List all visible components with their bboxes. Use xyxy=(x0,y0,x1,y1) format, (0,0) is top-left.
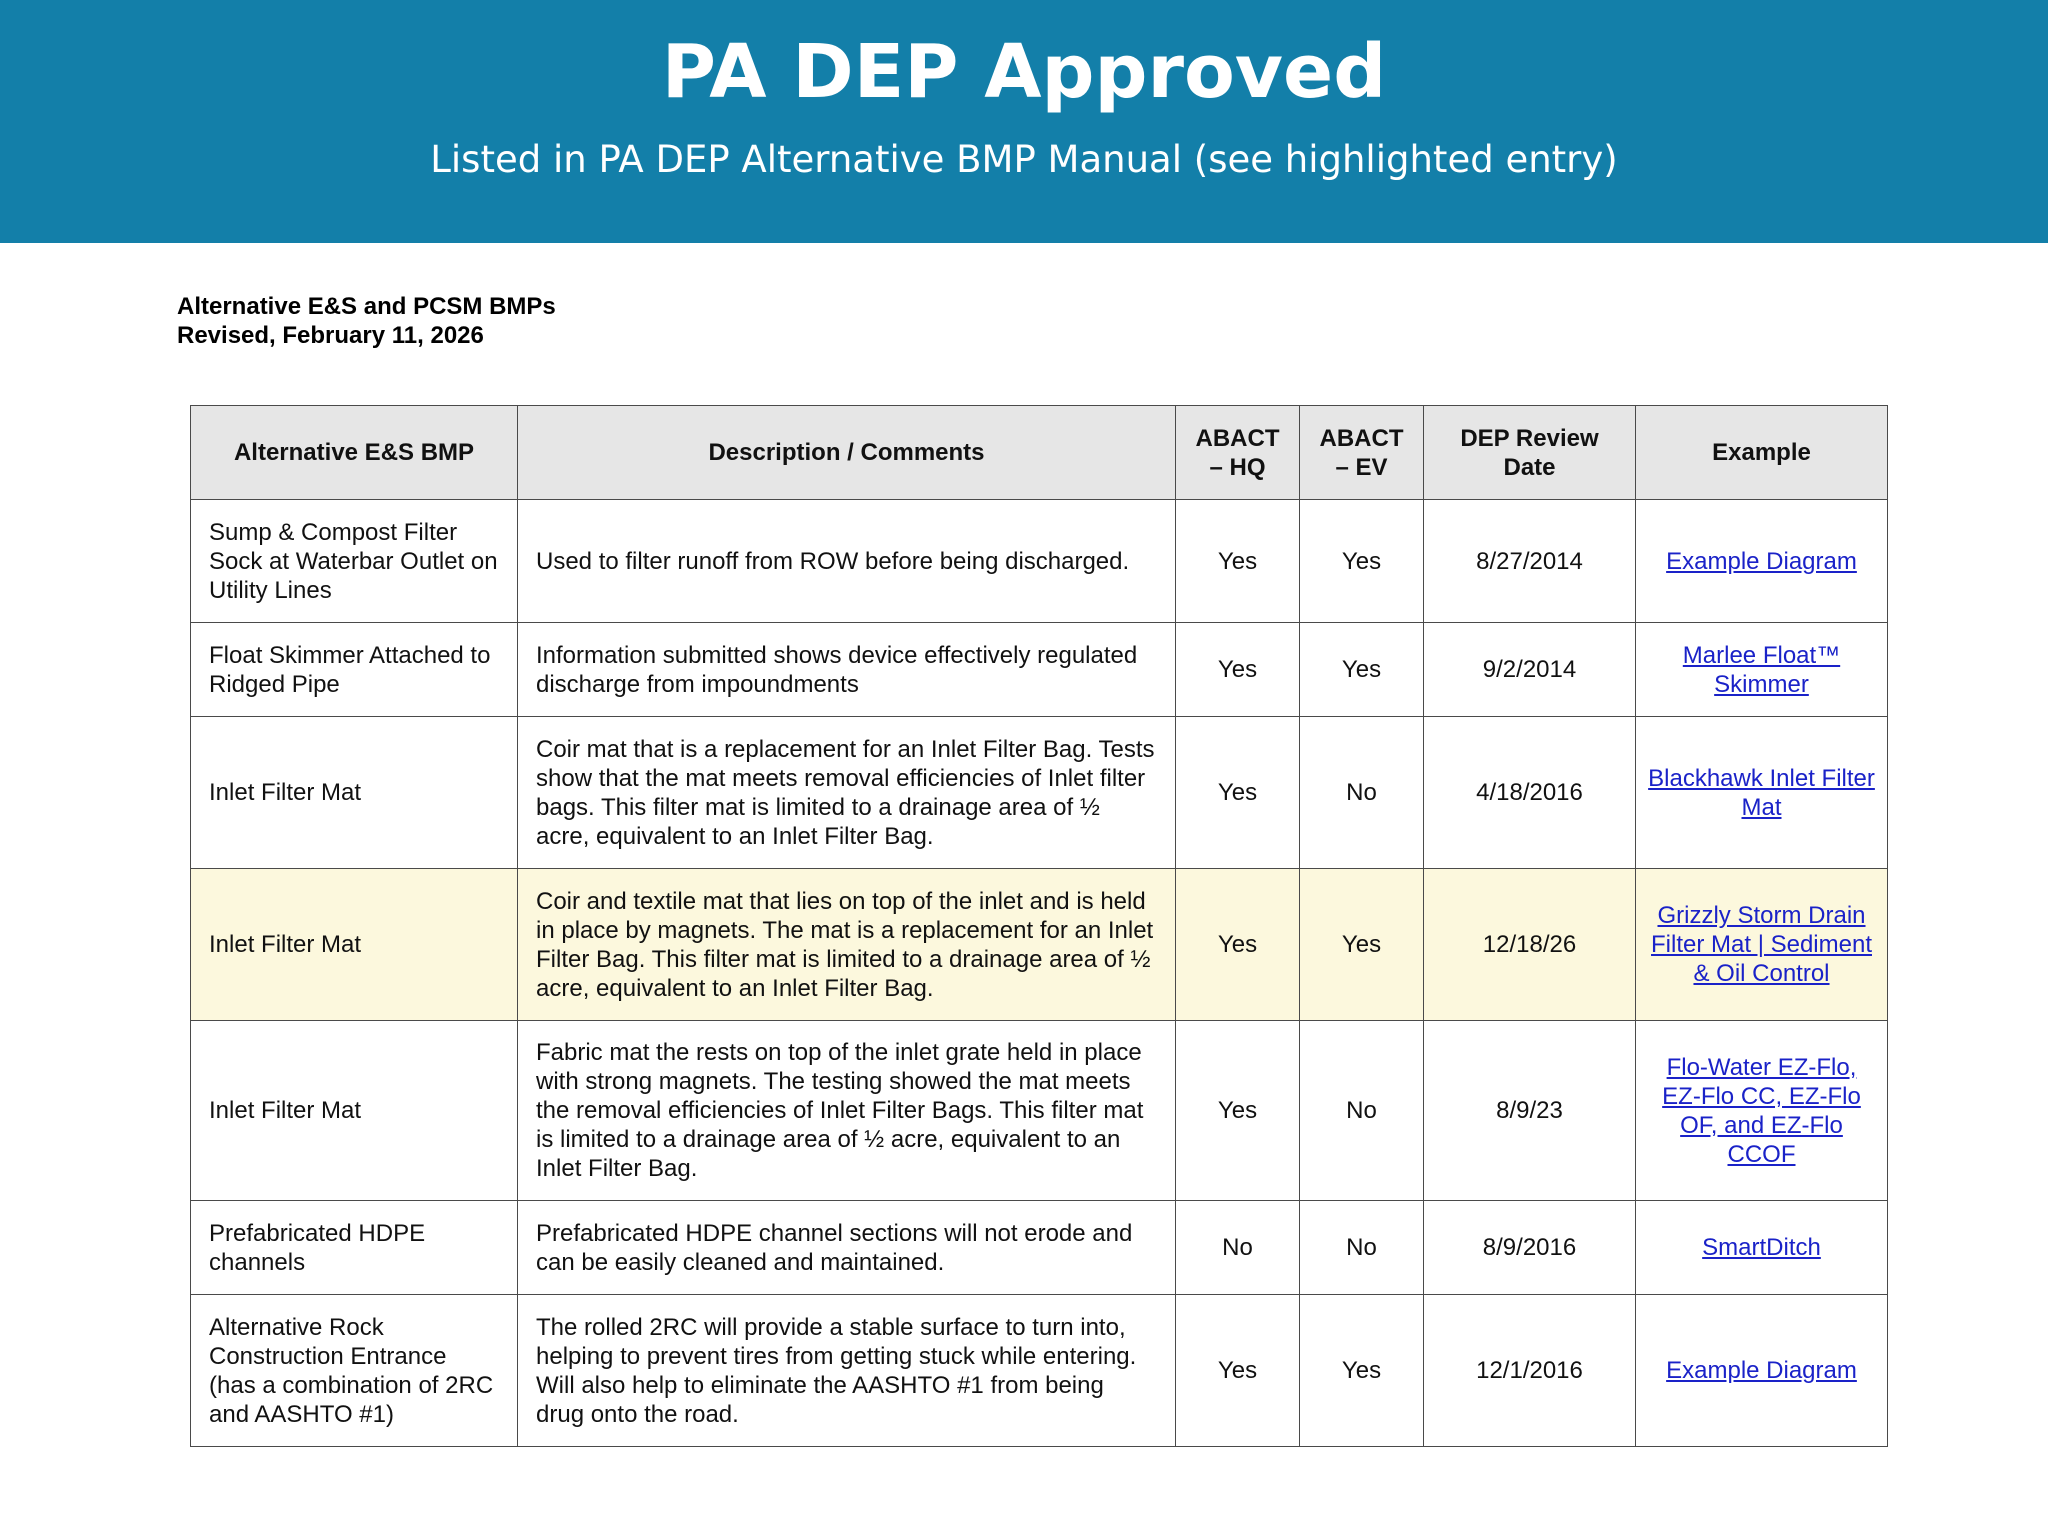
review-date: 4/18/2016 xyxy=(1424,717,1636,869)
bmp-description: Coir mat that is a replacement for an Inlet Filter Bag. Tests show that the mat meets removal efficiencies of Inlet filter bags. This filter mat is limited to a drainage area of ½ acre, equivalent to an Inlet Filter Bag. xyxy=(518,717,1176,869)
example-link[interactable]: Flo-Water EZ-Flo, EZ-Flo CC, EZ-Flo OF, and EZ-Flo CCOF xyxy=(1662,1053,1861,1168)
header-example: Example xyxy=(1636,406,1888,500)
review-date: 8/27/2014 xyxy=(1424,500,1636,623)
bmp-description: Used to filter runoff from ROW before being discharged. xyxy=(518,500,1176,623)
abact-hq-value: Yes xyxy=(1176,717,1300,869)
abact-hq-value: Yes xyxy=(1176,1021,1300,1201)
example-cell xyxy=(1636,500,1888,623)
abact-hq-value: Yes xyxy=(1176,869,1300,1021)
abact-hq-value: Yes xyxy=(1176,623,1300,717)
abact-hq-value: Yes xyxy=(1176,500,1300,623)
abact-ev-value: Yes xyxy=(1300,869,1424,1021)
example-link[interactable]: Grizzly Storm Drain Filter Mat | Sediment & Oil Control xyxy=(1651,902,1872,987)
review-date: 8/9/23 xyxy=(1424,1021,1636,1201)
abact-ev-value: Yes xyxy=(1300,500,1424,623)
abact-ev-value: Yes xyxy=(1300,1295,1424,1447)
abact-hq-value: Yes xyxy=(1176,1295,1300,1447)
table-row xyxy=(191,1295,1888,1447)
example-cell xyxy=(1636,1021,1888,1201)
document-revision-date: Revised, February 11, 2026 xyxy=(177,322,484,349)
abact-ev-value: No xyxy=(1300,1021,1424,1201)
header-abact-ev: ABACT – EV xyxy=(1300,406,1424,500)
bmp-description: Prefabricated HDPE channel sections will not erode and can be easily cleaned and maintained. xyxy=(518,1201,1176,1295)
document-heading xyxy=(177,292,556,350)
banner-title: PA DEP Approved xyxy=(661,29,1387,115)
bmp-name: Prefabricated HDPE channels xyxy=(191,1201,518,1295)
example-cell xyxy=(1636,1295,1888,1447)
example-link[interactable]: Example Diagram xyxy=(1666,1357,1857,1384)
table-row xyxy=(191,1201,1888,1295)
bmp-name: Float Skimmer Attached to Ridged Pipe xyxy=(191,623,518,717)
abact-ev-value: No xyxy=(1300,1201,1424,1295)
example-cell xyxy=(1636,1201,1888,1295)
table-header-row xyxy=(191,406,1888,500)
table-row xyxy=(191,623,1888,717)
header-description: Description / Comments xyxy=(518,406,1176,500)
example-link[interactable]: Marlee Float™ Skimmer xyxy=(1682,641,1841,698)
abact-ev-value: Yes xyxy=(1300,623,1424,717)
document-title: Alternative E&S and PCSM BMPs xyxy=(177,293,556,320)
review-date: 8/9/2016 xyxy=(1424,1201,1636,1295)
table-row xyxy=(191,717,1888,869)
table-row xyxy=(191,500,1888,623)
abact-ev-value: No xyxy=(1300,717,1424,869)
example-link[interactable]: Example Diagram xyxy=(1666,547,1857,575)
banner-subtitle: Listed in PA DEP Alternative BMP Manual (see highlighted entry) xyxy=(430,138,1618,181)
header-review-date: DEP Review Date xyxy=(1424,406,1636,500)
example-link[interactable]: SmartDitch xyxy=(1702,1234,1821,1261)
header-bmp: Alternative E&S BMP xyxy=(191,406,518,500)
bmp-name: Inlet Filter Mat xyxy=(191,717,518,869)
review-date: 12/18/26 xyxy=(1424,869,1636,1021)
bmp-name: Alternative Rock Construction Entrance (has a combination of 2RC and AASHTO #1) xyxy=(191,1295,518,1447)
bmp-table xyxy=(190,405,1888,1447)
header-banner xyxy=(0,0,2048,243)
bmp-name: Inlet Filter Mat xyxy=(191,869,518,1021)
bmp-name: Sump & Compost Filter Sock at Waterbar Outlet on Utility Lines xyxy=(191,500,518,623)
bmp-description: Fabric mat the rests on top of the inlet grate held in place with strong magnets. The testing showed the mat meets the removal efficiencies of Inlet Filter Bags. This filter mat is limited to a drainage area of ½ acre, equivalent to an Inlet Filter Bag. xyxy=(518,1021,1176,1201)
review-date: 9/2/2014 xyxy=(1424,623,1636,717)
bmp-name: Inlet Filter Mat xyxy=(191,1021,518,1201)
example-cell xyxy=(1636,869,1888,1021)
bmp-description: The rolled 2RC will provide a stable surface to turn into, helping to prevent tires from getting stuck while entering. Will also help to eliminate the AASHTO #1 from being drug onto the road. xyxy=(518,1295,1176,1447)
review-date: 12/1/2016 xyxy=(1424,1295,1636,1447)
example-cell xyxy=(1636,623,1888,717)
bmp-description: Information submitted shows device effectively regulated discharge from impoundments xyxy=(518,623,1176,717)
table-row-highlighted xyxy=(191,869,1888,1021)
table-row xyxy=(191,1021,1888,1201)
header-abact-hq: ABACT – HQ xyxy=(1176,406,1300,500)
abact-hq-value: No xyxy=(1176,1201,1300,1295)
example-cell xyxy=(1636,717,1888,869)
bmp-description: Coir and textile mat that lies on top of the inlet and is held in place by magnets. The mat is a replacement for an Inlet Filter Bag. This filter mat is limited to a drainage area of ½ acre, equivalent to an Inlet Filter Bag. xyxy=(518,869,1176,1021)
example-link[interactable]: Blackhawk Inlet Filter Mat xyxy=(1648,764,1875,821)
